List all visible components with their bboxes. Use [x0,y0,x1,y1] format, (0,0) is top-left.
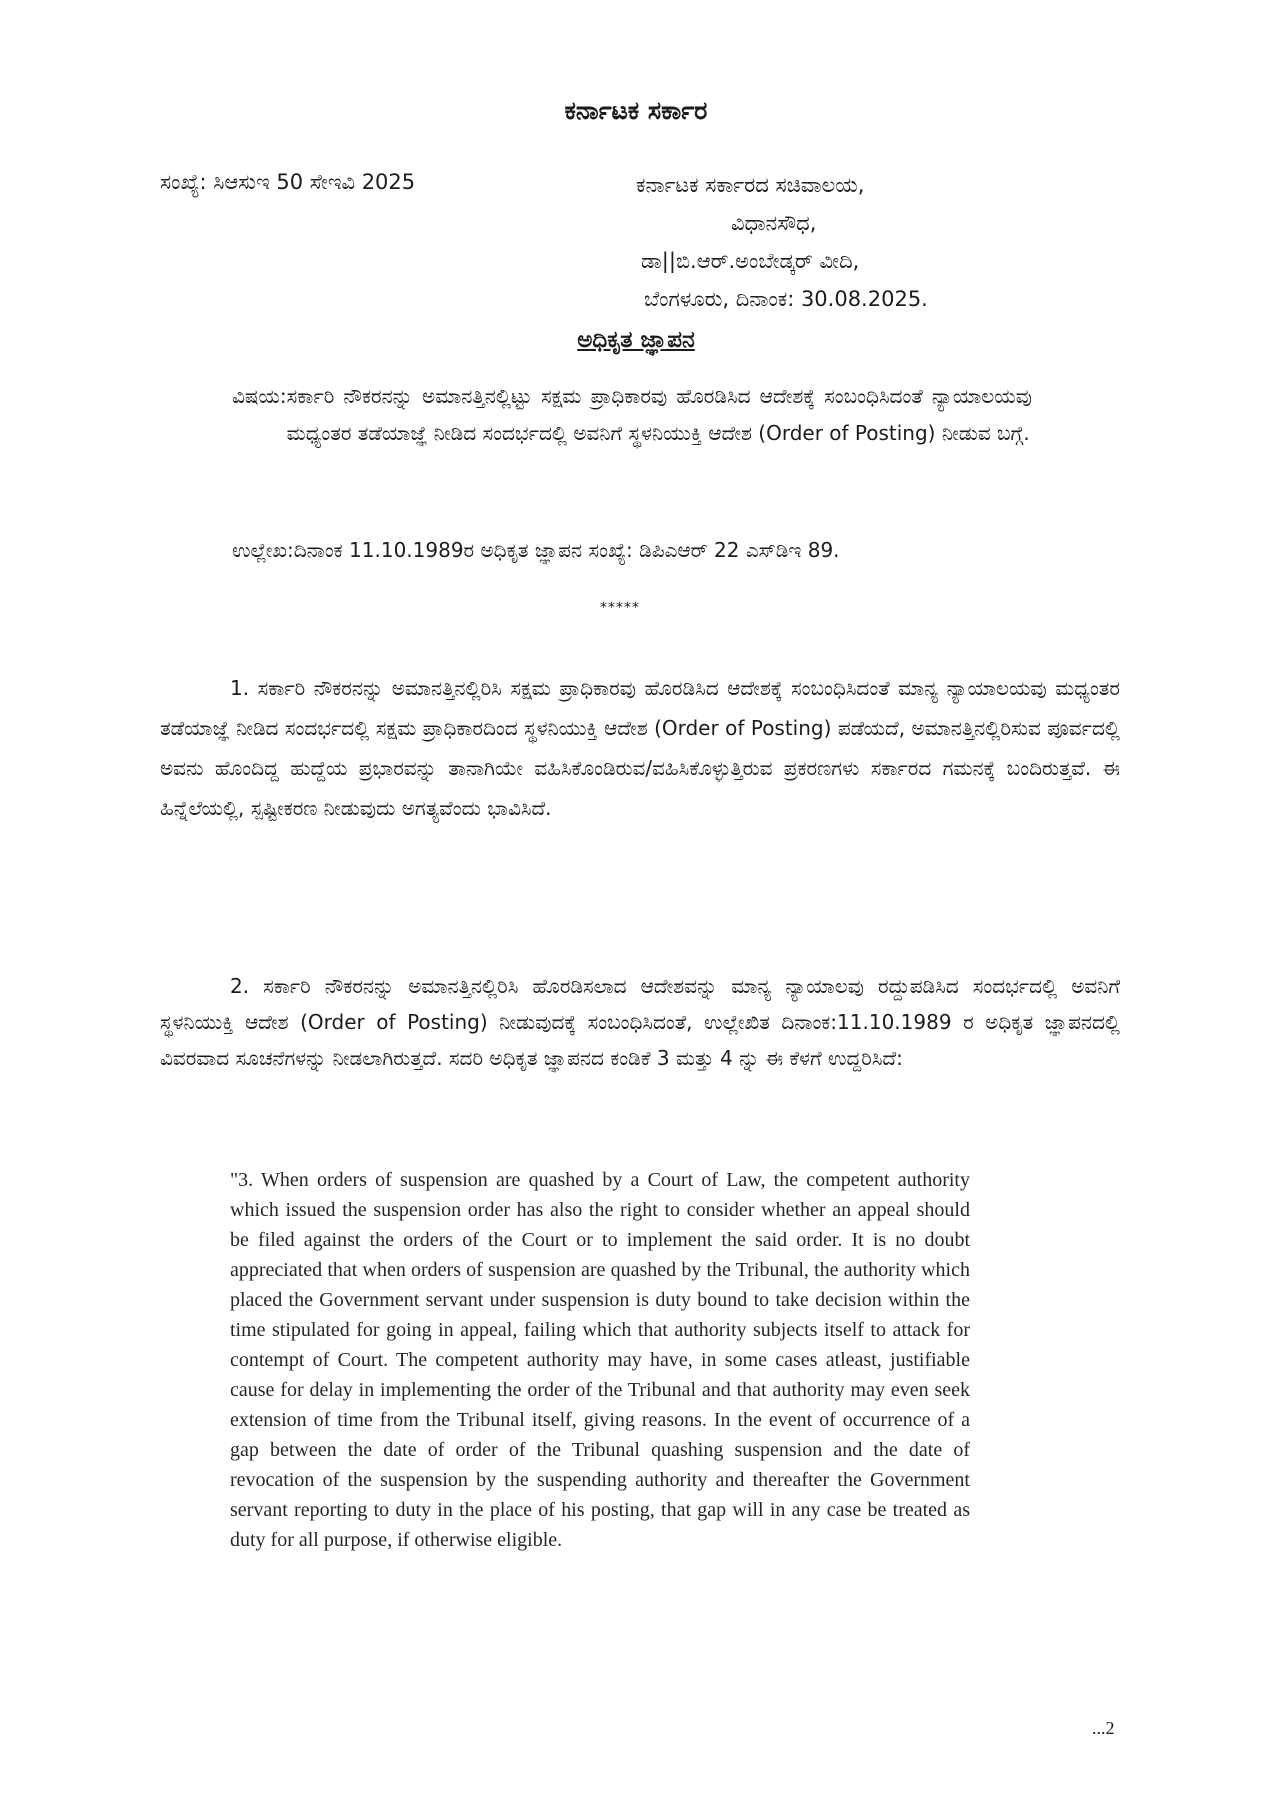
subject-text: ಸರ್ಕಾರಿ ನೌಕರನನ್ನು ಅಮಾನತ್ತಿನಲ್ಲಿಟ್ಟು ಸಕ್ಷಮ ಪ್ರಾಧಿಕಾರವು ಹೊರಡಿಸಿದ ಆದೇಶಕ್ಕೆ ಸಂಬಂಧಿಸಿದಂತೆ ನ್ಯಾಯಾಲಯವು ಮಧ್ಯಂತರ ತಡೆಯಾಜ್ಞೆ ನೀಡಿದ ಸಂದರ್ಭದಲ್ಲಿ ಅವನಿಗೆ ಸ್ಥಳನಿಯುಕ್ತಿ ಆದೇಶ (Order of Posting) ನೀಡುವ ಬಗ್ಗೆ. [286,384,1032,445]
government-heading: ಕರ್ನಾಟಕ ಸರ್ಕಾರ [564,96,708,125]
quoted-clause: "3. When orders of suspension are quashed by a Court of Law, the competent authority which issued the suspension order has also the right to consider whether an appeal should be filed against the orders of the Court or to implement the said order. It is no doubt appreciated that when orders of suspension are quashed by the Tribunal, the authority which placed the Government servant under suspension is duty bound to take decision within the time stipulated for going in appeal, failing which that authority subjects itself to attack for contempt of Court. The competent authority may have, in some cases atleast, justifiable cause for delay in implementing the order of the Tribunal and that authority may even seek extension of time from the Tribunal itself, giving reasons. In the event of occurrence of a gap between the date of order of the Tribunal quashing suspension and the date of revocation of the suspension by the suspending authority and thereafter the Government servant reporting to duty in the place of his posting, that gap will in any case be treated as duty for all purpose, if otherwise eligible. [230,1169,970,1551]
address-line-street: ಡಾ||ಬಿ.ಆರ್.ಅಂಬೇಡ್ಕರ್ ವೀದಿ, [641,249,860,273]
address-line-secretariat: ಕರ್ನಾಟಕ ಸರ್ಕಾರದ ಸಚಿವಾಲಯ, [636,173,865,197]
separator: ***** [600,600,640,616]
reference-label: ಉಲ್ಲೇಖ: [232,538,294,562]
paragraph-2: 2. ಸರ್ಕಾರಿ ನೌಕರನನ್ನು ಅಮಾನತ್ತಿನಲ್ಲಿರಿಸಿ ಹೊರಡಿಸಲಾದ ಆದೇಶವನ್ನು ಮಾನ್ಯ ನ್ಯಾಯಾಲವು ರದ್ದುಪಡಿಸಿದ ಸಂದರ್ಭದಲ್ಲಿ ಅವನಿಗೆ ಸ್ಥಳನಿಯುಕ್ತಿ ಆದೇಶ (Order of Posting) ನೀಡುವುದಕ್ಕೆ ಸಂಬಂಧಿಸಿದಂತೆ, ಉಲ್ಲೇಖಿತ ದಿನಾಂಕ:11.10.1989 ರ ಅಧಿಕೃತ ಜ್ಞಾಪನದಲ್ಲಿ ವಿವರವಾದ ಸೂಚನೆಗಳನ್ನು ನೀಡಲಾಗಿರುತ್ತದೆ. ಸದರಿ ಅಧಿಕೃತ ಜ್ಞಾಪನದ ಕಂಡಿಕೆ 3 ಮತ್ತು 4 ನ್ನು ಈ ಕೆಳಗೆ ಉದ್ದರಿಸಿದೆ: [160,974,1120,1070]
reference-text: ದಿನಾಂಕ 11.10.1989ರ ಅಧಿಕೃತ ಜ್ಞಾಪನ ಸಂಖ್ಯೆ: ಡಿಪಿಎಆರ್ 22 ಎಸ್‌ಡಿಇ 89. [293,538,840,562]
page-continuation: ...2 [1092,1718,1115,1738]
reference-block [232,532,1032,569]
address-line-city-date: ಬೆಂಗಳೂರು, ದಿನಾಂಕ: 30.08.2025. [644,287,928,311]
document-title: ಅಧಿಕೃತ ಜ್ಞಾಪನ [577,327,695,353]
subject-block [232,378,1032,452]
order-number: ಸಂಖ್ಯೆ: ಸಿಆಸುಇ 50 ಸೇಇವಿ 2025 [160,170,416,194]
subject-label: ವಿಷಯ: [232,384,287,408]
office-address [636,166,1156,318]
paragraph-1: 1. ಸರ್ಕಾರಿ ನೌಕರನನ್ನು ಅಮಾನತ್ತಿನಲ್ಲಿರಿಸಿ ಸಕ್ಷಮ ಪ್ರಾಧಿಕಾರವು ಹೊರಡಿಸಿದ ಆದೇಶಕ್ಕೆ ಸಂಬಂಧಿಸಿದಂತೆ ಮಾನ್ಯ ನ್ಯಾಯಾಲಯವು ಮಧ್ಯಂತರ ತಡೆಯಾಜ್ಞೆ ನೀಡಿದ ಸಂದರ್ಭದಲ್ಲಿ ಸಕ್ಷಮ ಪ್ರಾಧಿಕಾರದಿಂದ ಸ್ಥಳನಿಯುಕ್ತಿ ಆದೇಶ (Order of Posting) ಪಡೆಯದೆ, ಅಮಾನತ್ತಿನಲ್ಲಿರಿಸುವ ಪೂರ್ವದಲ್ಲಿ ಅವನು ಹೊಂದಿದ್ದ ಹುದ್ದೆಯ ಪ್ರಭಾರವನ್ನು ತಾನಾಗಿಯೇ ವಹಿಸಿಕೊಂಡಿರುವ/ವಹಿಸಿಕೊಳ್ಳುತ್ತಿರುವ ಪ್ರಕರಣಗಳು ಸರ್ಕಾರದ ಗಮನಕ್ಕೆ ಬಂದಿರುತ್ತವೆ. ಈ ಹಿನ್ನೆಲೆಯಲ್ಲಿ, ಸ್ಪಷ್ಟೀಕರಣ ನೀಡುವುದು ಅಗತ್ಯವೆಂದು ಭಾವಿಸಿದೆ. [160,676,1120,820]
address-line-vidhana-soudha: ವಿಧಾನಸೌಧ, [731,211,817,235]
